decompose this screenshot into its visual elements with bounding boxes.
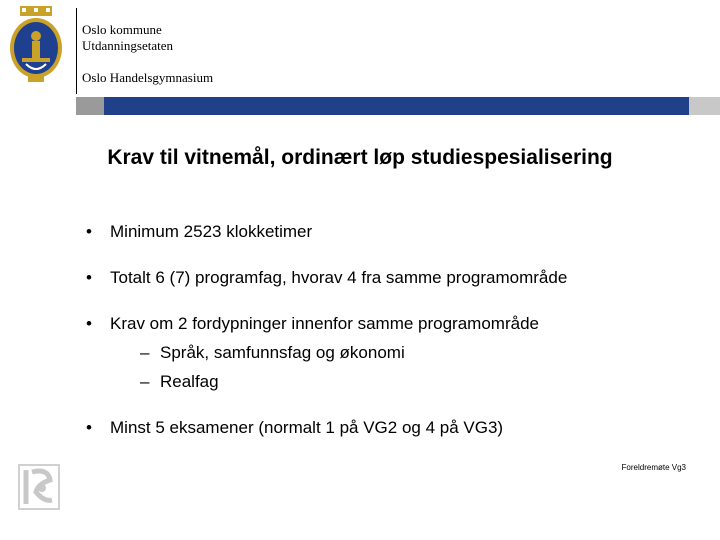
sub-bullet-item	[140, 338, 567, 367]
bullet-text: Krav om 2 fordypninger innenfor samme programområde	[110, 314, 539, 333]
sub-bullet-marker: –	[140, 372, 150, 391]
bullet-list	[86, 218, 567, 442]
header-band-grey	[76, 97, 104, 115]
header-band-blue	[104, 97, 689, 115]
school-name: Oslo Handelsgymnasium	[82, 70, 214, 85]
slide-title: Krav til vitnemål, ordinært løp studiespesialisering	[107, 146, 613, 169]
org-department: Utdanningsetaten	[82, 38, 173, 53]
org-name: Oslo kommune	[82, 22, 162, 37]
bullet-text: Minst 5 eksamener (normalt 1 på VG2 og 4 på VG3)	[110, 418, 504, 437]
bullet-marker: •	[86, 222, 92, 241]
sub-bullet-list	[110, 338, 567, 396]
bullet-text: Totalt 6 (7) programfag, hvorav 4 fra samme programområde	[110, 268, 568, 287]
oslo-crest-icon	[8, 6, 64, 86]
sub-bullet-text: Realfag	[160, 372, 219, 391]
bullet-item	[86, 414, 567, 442]
header-band-light	[689, 97, 720, 115]
bullet-marker: •	[86, 268, 92, 287]
bullet-marker: •	[86, 314, 92, 333]
bullet-marker: •	[86, 418, 92, 437]
sub-bullet-marker: –	[140, 343, 150, 362]
header-divider	[76, 8, 77, 94]
bullet-item	[86, 310, 567, 396]
bullet-item	[86, 264, 567, 292]
oslo-logo-icon	[18, 464, 60, 510]
sub-bullet-text: Språk, samfunnsfag og økonomi	[160, 343, 405, 362]
bullet-text: Minimum 2523 klokketimer	[110, 222, 313, 241]
sub-bullet-item	[140, 367, 567, 396]
bullet-item	[86, 218, 567, 246]
footer-label: Foreldremøte Vg3	[621, 463, 686, 472]
